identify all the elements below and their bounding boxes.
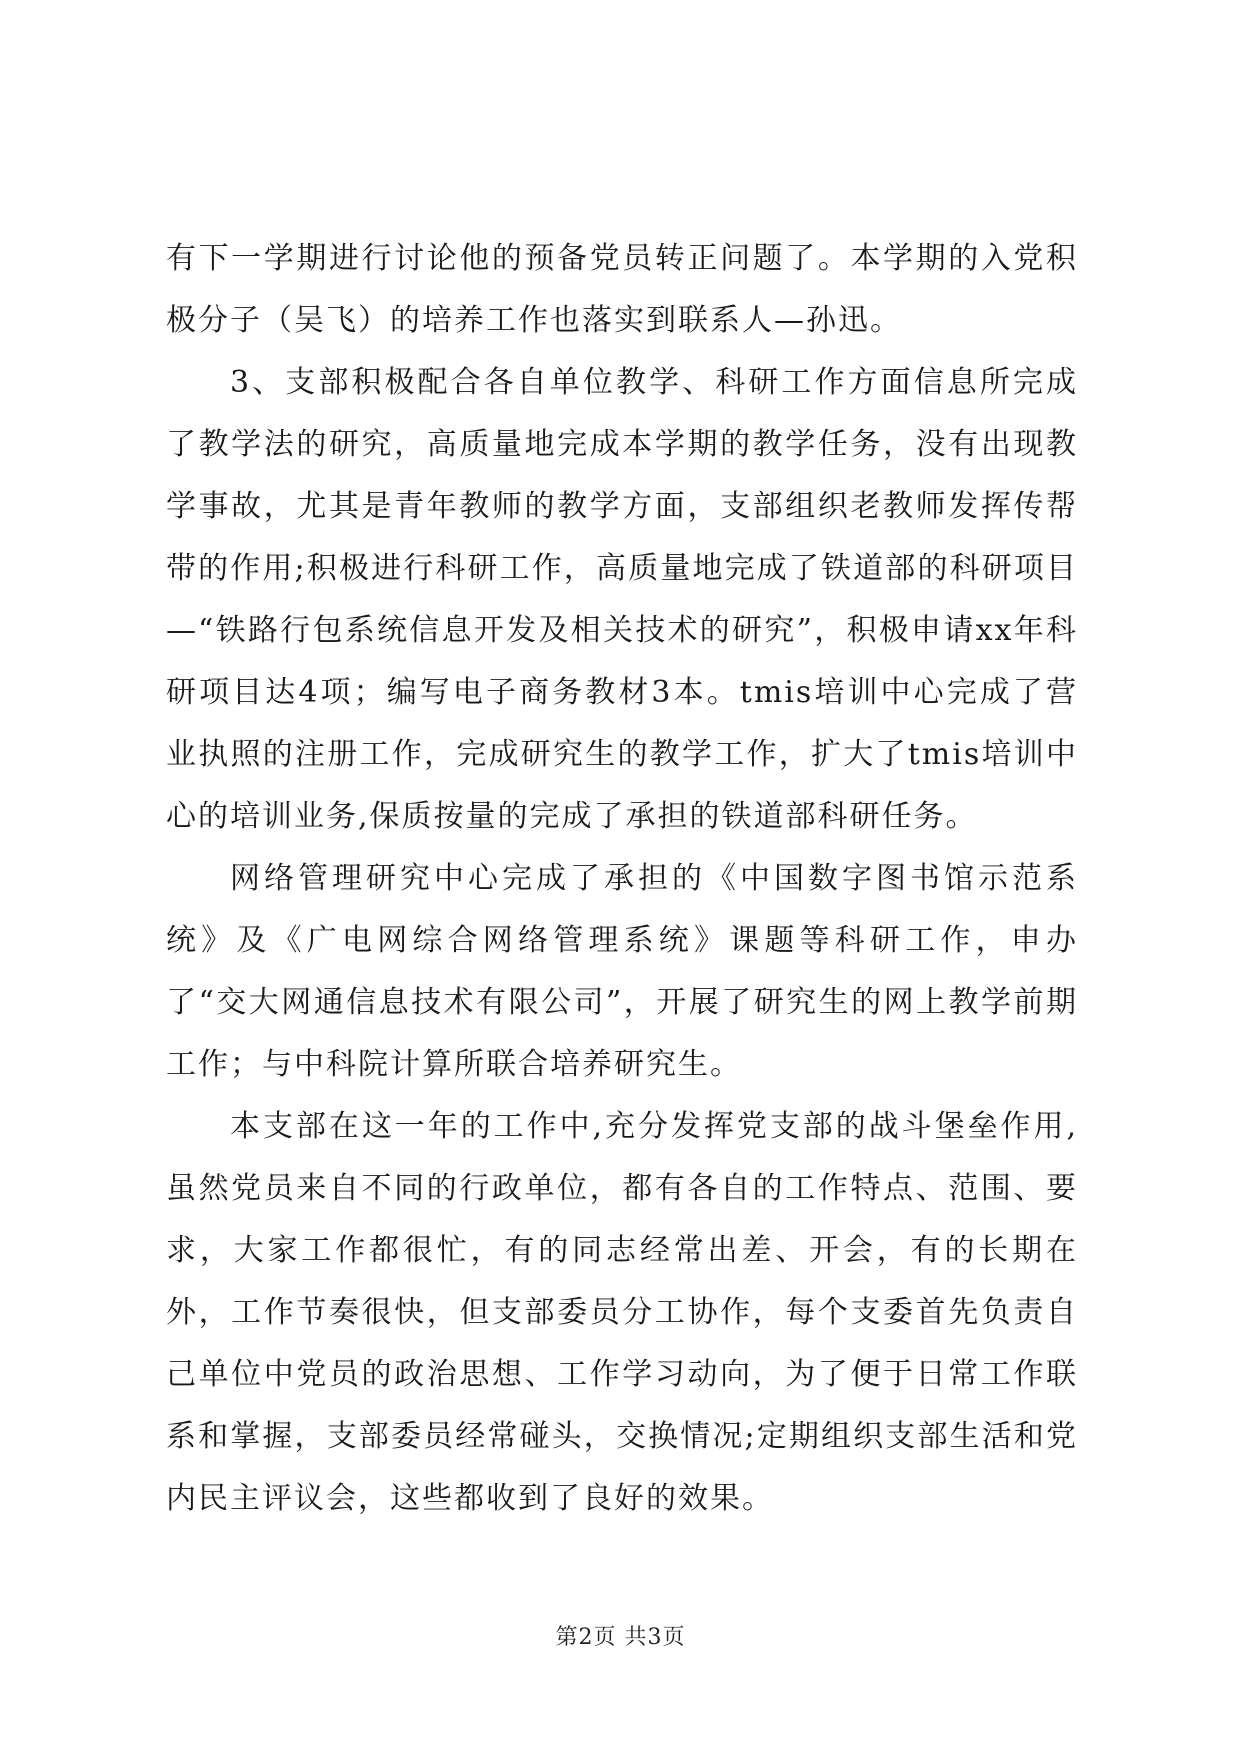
- paragraph-3: 网络管理研究中心完成了承担的《中国数字图书馆示范系统》及《广电网综合网络管理系统》课题等科研工作，申办了“交大网通信息技术有限公司”，开展了研究生的网上教学前期工作；与中科院计算所联合培养研究生。: [166, 861, 1078, 1082]
- document-body: [166, 228, 1078, 1530]
- paragraph-2: 3、支部积极配合各自单位教学、科研工作方面信息所完成了教学法的研究，高质量地完成本学期的教学任务，没有出现教学事故，尤其是青年教师的教学方面，支部组织老教师发挥传帮带的作用;积极进行科研工作，高质量地完成了铁道部的科研项目—“铁路行包系统信息开发及相关技术的研究”，积极申请xx年科研项目达4项；编写电子商务教材3本。tmis培训中心完成了营业执照的注册工作，完成研究生的教学工作，扩大了tmis培训中心的培训业务,保质按量的完成了承担的铁道部科研任务。: [166, 365, 1078, 834]
- paragraph-4: 本支部在这一年的工作中,充分发挥党支部的战斗堡垒作用,虽然党员来自不同的行政单位，都有各自的工作特点、范围、要求，大家工作都很忙，有的同志经常出差、开会，有的长期在外，工作节奏很快，但支部委员分工协作，每个支委首先负责自己单位中党员的政治思想、工作学习动向，为了便于日常工作联系和掌握，支部委员经常碰头，交换情况;定期组织支部生活和党内民主评议会，这些都收到了良好的效果。: [166, 1109, 1078, 1516]
- paragraph-1: 有下一学期进行讨论他的预备党员转正问题了。本学期的入党积极分子（吴飞）的培养工作也落实到联系人—孙迅。: [166, 241, 1078, 338]
- page-number-footer: 第2页 共3页: [555, 1625, 686, 1650]
